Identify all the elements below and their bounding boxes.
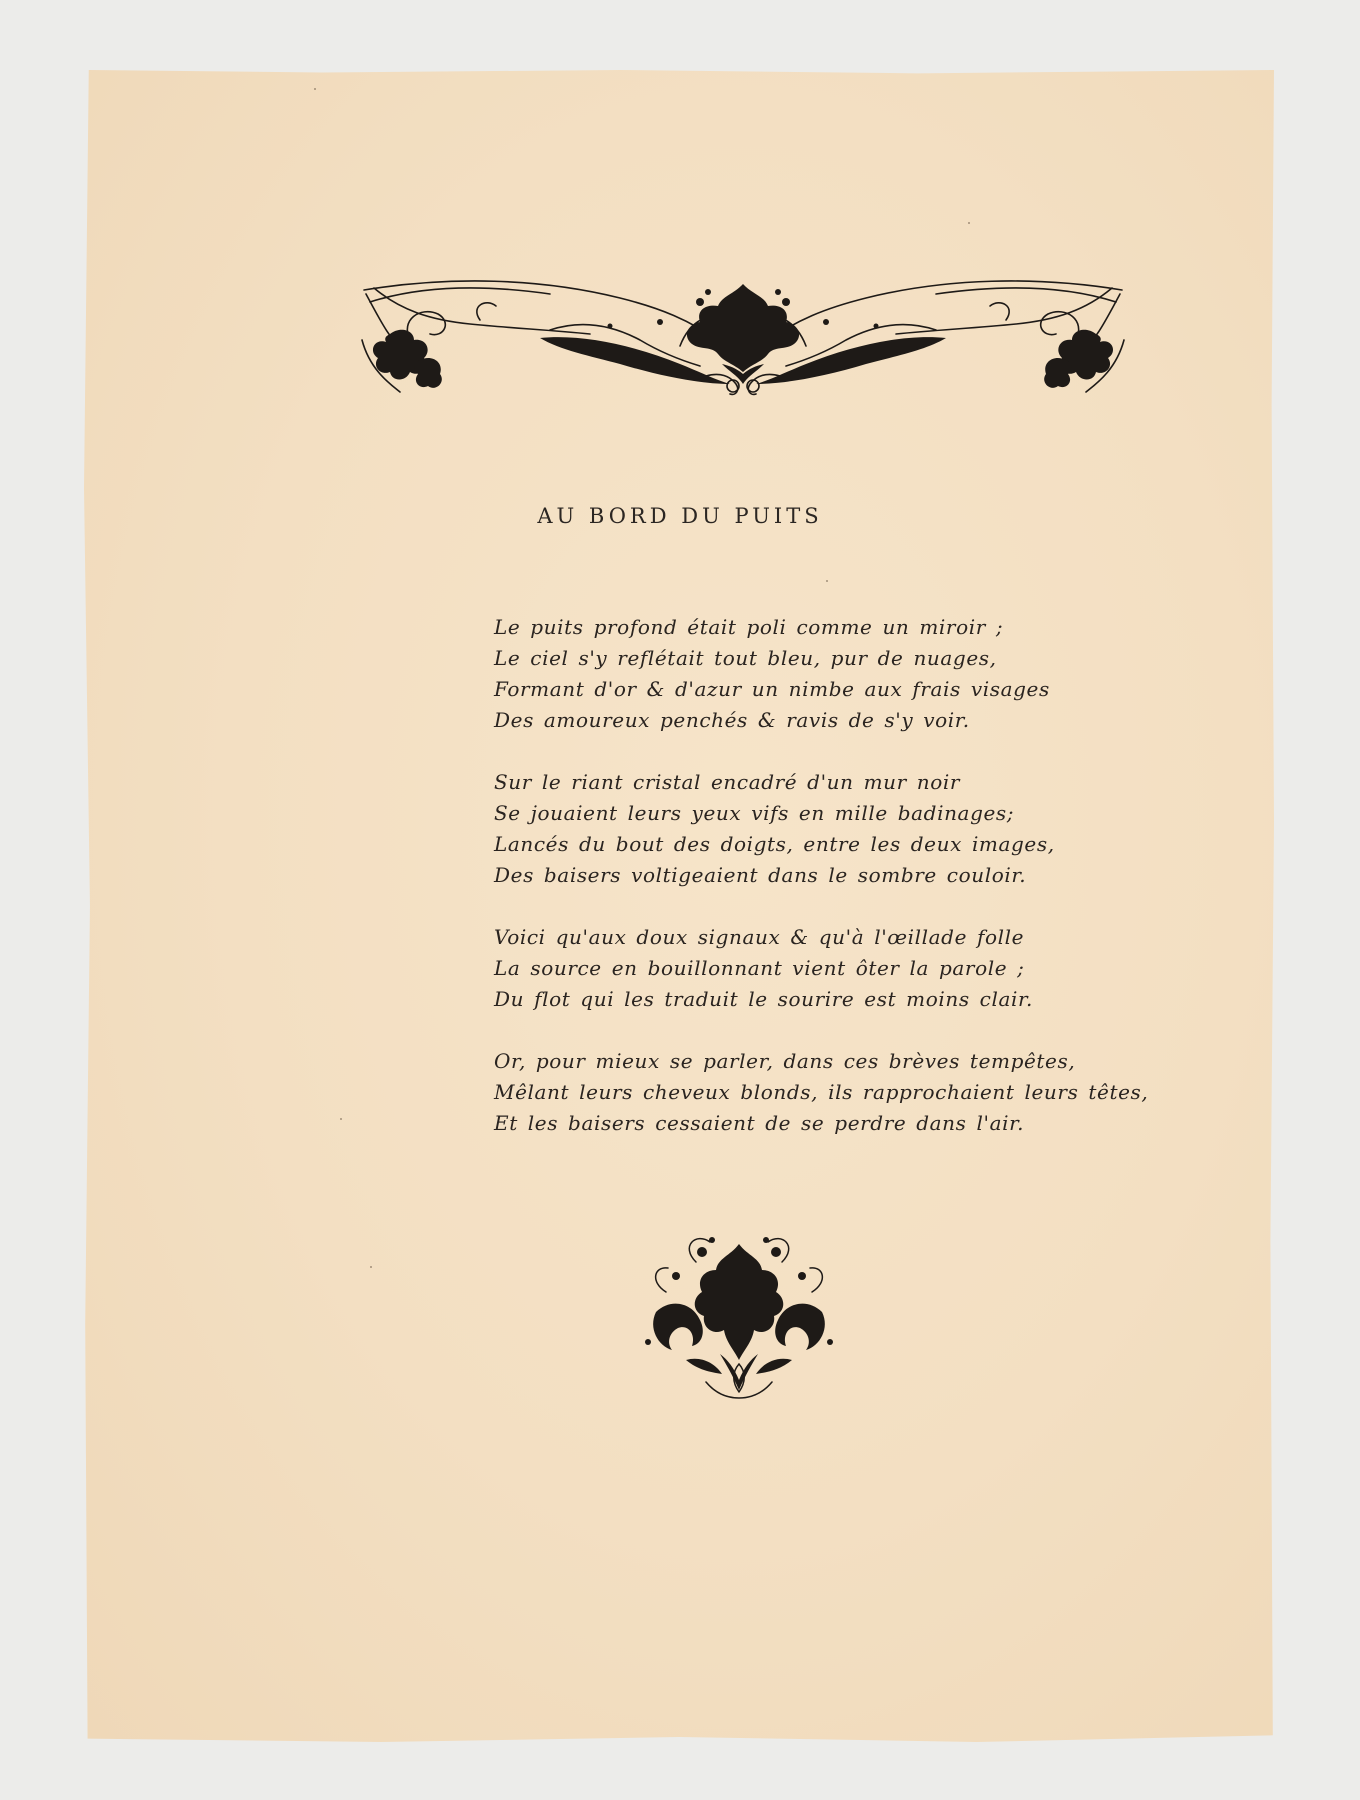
poem-line: Se jouaient leurs yeux vifs en mille badinages; (494, 801, 1015, 825)
poem-line: Des amoureux penchés & ravis de s'y voir. (494, 708, 970, 732)
paper-speck (370, 1266, 372, 1268)
poem-body (494, 612, 1149, 1170)
stanza-4 (494, 1046, 1149, 1139)
stanza-3 (494, 922, 1054, 1015)
poem-line: Le puits profond était poli comme un miroir ; (494, 615, 1004, 639)
stanza-2 (494, 767, 1054, 891)
poem-line: Et les baisers cessaient de se perdre dans l'air. (494, 1111, 1025, 1135)
poem-title: AU BORD DU PUITS (537, 504, 823, 528)
paper-speck (826, 580, 828, 582)
poem-line: Formant d'or & d'azur un nimbe aux frais visages (494, 677, 1050, 701)
poem-line: Du flot qui les traduit le sourire est moins clair. (494, 987, 1033, 1011)
poem-line: Mêlant leurs cheveux blonds, ils rapprochaient leurs têtes, (494, 1080, 1149, 1104)
paper-speck (968, 222, 970, 224)
stanza-1 (494, 612, 1054, 736)
poem-line: Lancés du bout des doigts, entre les deux images, (494, 832, 1055, 856)
poem-line: La source en bouillonnant vient ôter la parole ; (494, 956, 1025, 980)
paper-speck (314, 88, 316, 90)
floral-tailpiece-icon (636, 1232, 842, 1404)
poem-line: Or, pour mieux se parler, dans ces brèves tempêtes, (494, 1049, 1076, 1073)
poem-line: Voici qu'aux doux signaux & qu'à l'œillade folle (494, 925, 1025, 949)
floral-headpiece-icon (360, 280, 1126, 400)
paper-speck (340, 1118, 342, 1120)
poem-line: Le ciel s'y reflétait tout bleu, pur de nuages, (494, 646, 997, 670)
poem-line: Des baisers voltigeaient dans le sombre couloir. (494, 863, 1027, 887)
poem-line: Sur le riant cristal encadré d'un mur noir (494, 770, 961, 794)
